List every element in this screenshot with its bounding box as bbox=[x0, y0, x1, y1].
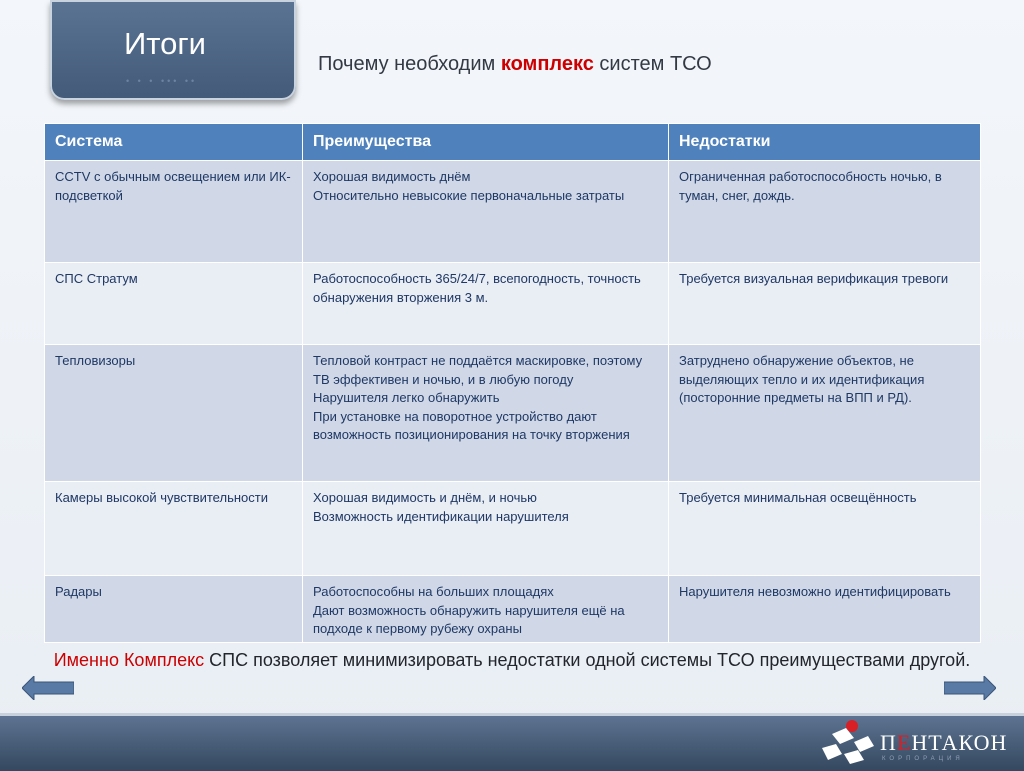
arrow-right-icon[interactable] bbox=[944, 676, 996, 700]
slide-subtitle bbox=[318, 53, 712, 76]
cell-cons: Нарушителя невозможно идентифицировать bbox=[669, 576, 981, 643]
title-tab bbox=[50, 0, 296, 100]
table-row bbox=[45, 161, 981, 263]
table-row bbox=[45, 263, 981, 345]
cell-system: Радары bbox=[45, 576, 303, 643]
logo-text-accent: Е bbox=[896, 730, 912, 755]
cell-system: CCTV с обычным освещением или ИК-подсветкой bbox=[45, 161, 303, 263]
header-cons: Недостатки bbox=[669, 124, 981, 161]
cell-pros: Работоспособны на больших площадях Дают возможность обнаружить нарушителя ещё на подходе к первому рубежу охраны bbox=[303, 576, 669, 643]
logo-text-2: НТАКОН bbox=[911, 730, 1008, 755]
cell-system: Камеры высокой чувствительности bbox=[45, 482, 303, 576]
table-row bbox=[45, 345, 981, 482]
logo-subtitle: КОРПОРАЦИЯ bbox=[882, 756, 964, 762]
cell-cons: Затруднено обнаружение объектов, не выделяющих тепло и их идентификация (посторонние предметы на ВПП и РД). bbox=[669, 345, 981, 482]
comparison-table bbox=[44, 123, 981, 643]
cell-pros: Тепловой контраст не поддаётся маскировке, поэтому ТВ эффективен и ночью, и в любую погоду Нарушителя легко обнаружить При установке на поворотное устройство дают возможность позиционирования на точку вторжения bbox=[303, 345, 669, 482]
subtitle-before: Почему необходим bbox=[318, 53, 501, 75]
header-pros: Преимущества bbox=[303, 124, 669, 161]
subtitle-emphasis: комплекс bbox=[500, 53, 594, 75]
cell-cons: Требуется минимальная освещённость bbox=[669, 482, 981, 576]
arrow-left-icon[interactable] bbox=[22, 676, 74, 700]
cell-pros: Хорошая видимость днём Относительно невысокие первоначальные затраты bbox=[303, 161, 669, 263]
logo-text-1: П bbox=[880, 730, 897, 755]
cell-cons: Ограниченная работоспособность ночью, в туман, снег, дождь. bbox=[669, 161, 981, 263]
conclusion-rest: СПС позволяет минимизировать недостатки одной системы ТСО преимуществами другой. bbox=[204, 650, 971, 670]
cell-pros: Работоспособность 365/24/7, всепогодность, точность обнаружения вторжения 3 м. bbox=[303, 263, 669, 345]
cell-cons: Требуется визуальная верификация тревоги bbox=[669, 263, 981, 345]
cell-system: Тепловизоры bbox=[45, 345, 303, 482]
slide-title: Итоги bbox=[124, 26, 206, 61]
conclusion-text bbox=[44, 649, 980, 671]
table-row bbox=[45, 576, 981, 643]
table-row bbox=[45, 482, 981, 576]
title-tab-dots: • • • ••• •• bbox=[126, 76, 198, 86]
logo-wordmark bbox=[880, 730, 1007, 756]
table-header-row bbox=[45, 124, 981, 161]
cell-pros: Хорошая видимость и днём, и ночью Возможность идентификации нарушителя bbox=[303, 482, 669, 576]
header-system: Система bbox=[45, 124, 303, 161]
cell-system: СПС Стратум bbox=[45, 263, 303, 345]
subtitle-after: систем ТСО bbox=[593, 53, 712, 75]
conclusion-emphasis: Именно Комплекс bbox=[53, 650, 205, 670]
